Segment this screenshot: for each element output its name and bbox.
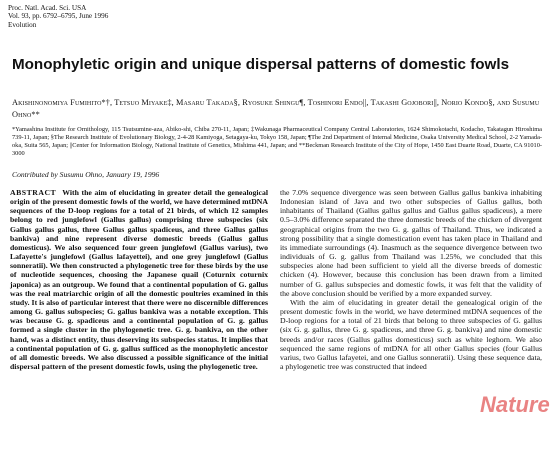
body-paragraph-2: With the aim of elucidating in greater detail the genealogical origin of the present domestic fowls in the world, we have determined mtDNA sequences of the D-loop regions for a total of 21 birds that belong to three subspecies of G. gallus (six G. g. gallus, three G. g. spadiceus, and three G. g. bankiva) and nine domestic breeds and/or races (Gallus gallus domesticus) such as white leghorn. We also sequenced the same regions of mtDNA for all other Gallus species (four Gallus varius, two Gallus lafayetei, and one Gallus sonneratii). Using these sequence data, a phylogenetic tree was constructed that indeed [280, 297, 542, 371]
journal-section: Evolution [8, 20, 37, 29]
abstract-paragraph [10, 188, 268, 371]
author-list: Akishinonomiya Fumihito*†, Tetsuo Miyake‡, Masaru Takada§, Ryosuke Shingu¶, Toshinori Endo||, Takashi Gojobori||, Norio Kondo§, and Susumu Ohno** [12, 98, 540, 119]
journal-name: Proc. Natl. Acad. Sci. USA [8, 4, 87, 12]
journal-volume: Vol. 93, pp. 6792–6795, June 1996 [8, 12, 109, 21]
body-column [280, 188, 542, 371]
contributed-by: Contributed by Susumu Ohno, January 19, 1996 [12, 170, 160, 179]
journal-header [8, 4, 108, 29]
abstract-text: With the aim of elucidating in greater detail the genealogical origin of the present domestic fowls of the world, we have determined mtDNA sequences of the D-loop regions for a total of 21 birds, of which 12 samples belong to red junglefowl (Gallus gallus) comprising three subspecies (six Gallus gallus gallus, three Gallus gallus spadiceus, and three Gallus gallus bankiva) and nine represent diverse domestic breeds (Gallus gallus domesticus). We also sequenced four green junglefowl (Gallus varius), two Lafayette's junglefowl (Gallus lafayettei), and one grey junglefowl (Gallus sonneratii). We then constructed a phylogenetic tree for these birds by the use of nucleotide sequences, choosing the Japanese quail (Coturnix coturnix japonica) as an outgroup. We found that a continental population of G. gallus was the real matriarchic origin of all the domestic poultries examined in this study. It is also of particular interest that there were no discernible differences among G. gallus subspecies; G. gallus bankiva was a notable exception. This was because G. g. spadiceus and a continental population of G. g. gallus formed a single cluster in the phylogenetic tree. G. g. bankiva, on the other hand, was a distinct entity, thus deserving its subspecies status. It implies that a continental population of G. g. gallus sufficed as the monophyletic ancestor of all domestic breeds. We also discussed a possible significance of the initial dispersal pattern of the present domestic fowls, using the phylogenetic tree. [10, 188, 268, 371]
watermark-logo: Nature [480, 392, 550, 417]
paper-title: Monophyletic origin and unique dispersal patterns of domestic fowls [12, 56, 510, 73]
body-paragraph-1: the 7.0% sequence divergence was seen between Gallus gallus bankiva inhabiting Indonesian island of Java and two other subspecies of Gallus gallus, both inhabitants of Thailand (Gallus gallus gallus and Gallus gallus spadiceus), a mere 0.5–3.0% difference separated the three domestic breeds of the chicken of divergent geographical origins from the two G. g. gallus of Thailand. Thus, we indicated a strong possibility that a single domestication event has taken place in Thailand and its immediate surroundings (4). Inasmuch as the sequence divergence between two individuals of G. g. gallus from Thailand was 1.25%, we concluded that this subspecies alone had been sufficient to yield all the diverse breeds of domestic chicken (4). However, because this conclusion has been drawn from a limited number of G. gallus subspecies and domestic fowls, it was felt that the validity of the above conclusion should be verified by a more expanded survey. [280, 188, 542, 298]
abstract-label: ABSTRACT [10, 188, 57, 197]
affiliations: *Yamashina Institute for Ornithology, 115 Tsutsumine-aza, Abiko-shi, Chiba 270-11, Japan; ‡Wakunaga Pharmaceutical Company Central Laboratories, 1624 Shimokotachi, Kodacho, Takatagun Hiroshima 739-11, Japan; §The Research Institute of Evolutionary Biology, 2-4-28 Kamiyoga, Setagaya-ku, Tokyo 158, Japan; ¶The 2nd Department of Internal Medicine, Osaka University Medical School, 2-2 Yamada-oka, Suita 565, Japan; ||Center for Information Biology, National Institute of Genetics, Mishima 441, Japan; and **Beckman Research Institute of the City of Hope, 1450 East Duarte Road, Duarte, CA 91010-3000 [12, 126, 542, 158]
abstract-column [10, 188, 268, 371]
